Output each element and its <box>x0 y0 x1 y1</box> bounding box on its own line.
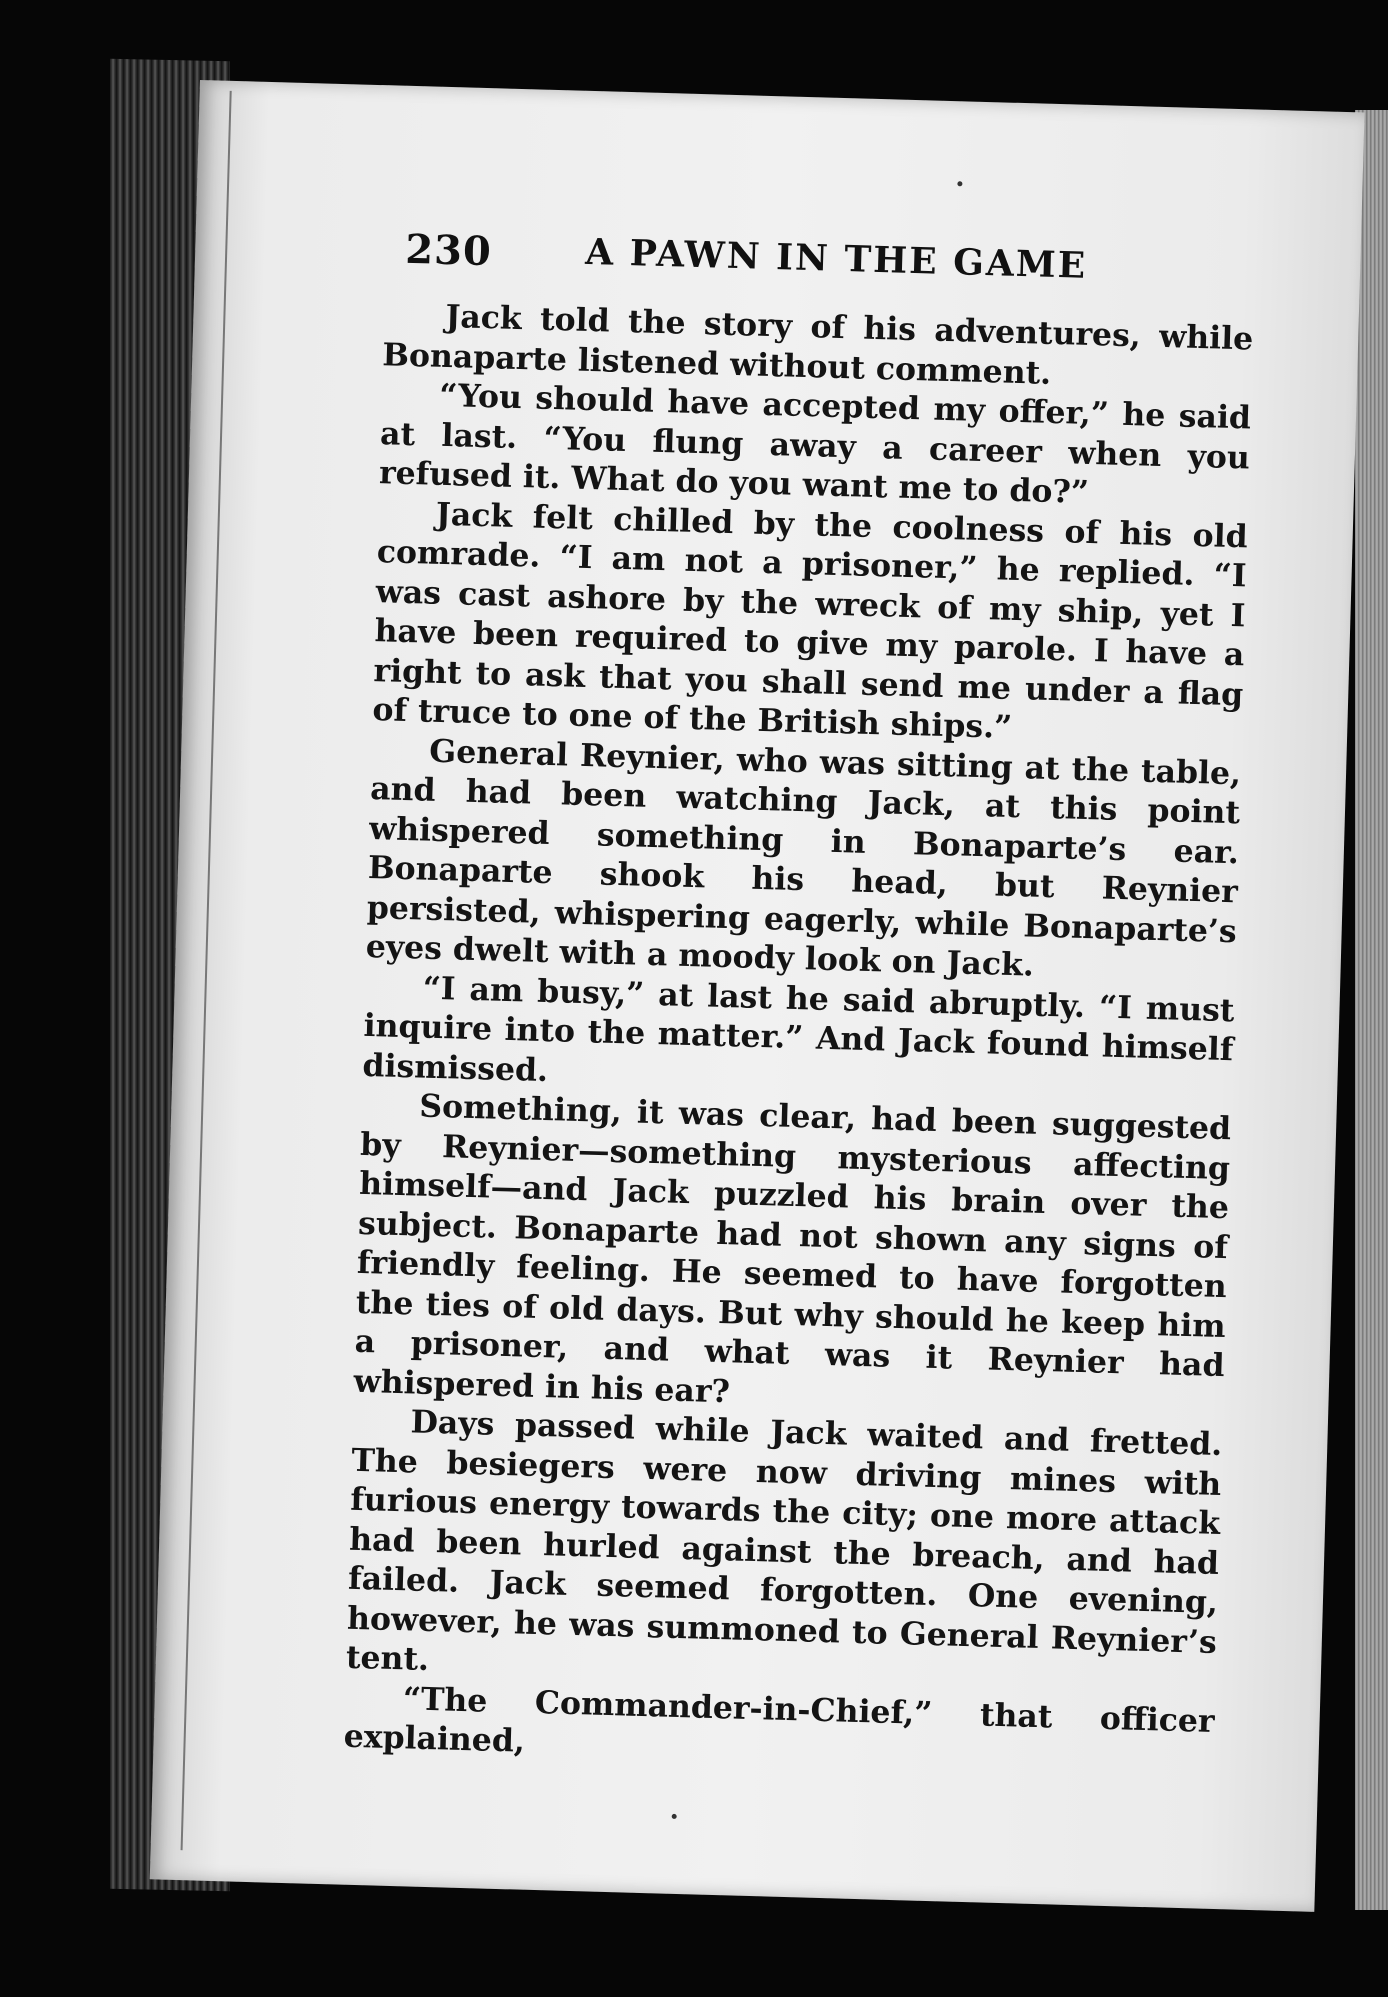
right-page-edges <box>1355 110 1388 1910</box>
paragraph: Days passed while Jack waited and fretted. The besiegers were now driving mines with furious energy towards the city; one more attack had been hurled against the breach, and had failed. Jack seemed forgotten. One evening, however, he was summoned to General Reynier’s tent. <box>345 1403 1223 1679</box>
body-text <box>343 295 1253 1780</box>
paragraph: Something, it was clear, had been suggested by Reynier—something mysterious affecting himself—and Jack puzzled his brain over the subject. Bonaparte had not shown any signs of friendly feeling. He seemed to have forgotten the ties of old days. But why should he keep him a prisoner, and what was it Reynier had whispered in his ear? <box>353 1087 1232 1410</box>
scan-speck <box>957 181 962 186</box>
running-title: A PAWN IN THE GAME <box>584 230 1088 287</box>
scan-speck <box>672 1814 677 1819</box>
page-number: 230 <box>404 225 493 276</box>
paragraph: Jack felt chilled by the coolness of his old comrade. “I am not a prisoner,” he replied. “I was cast ashore by the wreck of my ship, yet I have been required to give my parole. I have a right to ask that you shall send me under a flag of truce to one of the British ships.” <box>371 495 1249 746</box>
book-page <box>150 80 1365 1912</box>
paragraph: General Reynier, who was sitting at the table, and had been watching Jack, at this point whispered something in Bonaparte’s ear. Bonaparte shook his head, but Reynier persisted, whispering eagerly, while Bonaparte’s eyes dwelt with a moody look on Jack. <box>365 732 1242 984</box>
paragraph: “You should have accepted my offer,” he said at last. “You flung away a career when you refused it. What do you want me to do?” <box>378 376 1252 511</box>
paragraph: Jack told the story of his adventures, while Bonaparte listened without comment. <box>381 297 1254 392</box>
paragraph: “I am busy,” at last he said abruptly. “I must inquire into the matter.” And Jack found himself dismissed. <box>362 969 1235 1089</box>
paragraph: “The Commander-in-Chief,” that officer explained, <box>343 1679 1216 1760</box>
page-header <box>404 225 1088 304</box>
